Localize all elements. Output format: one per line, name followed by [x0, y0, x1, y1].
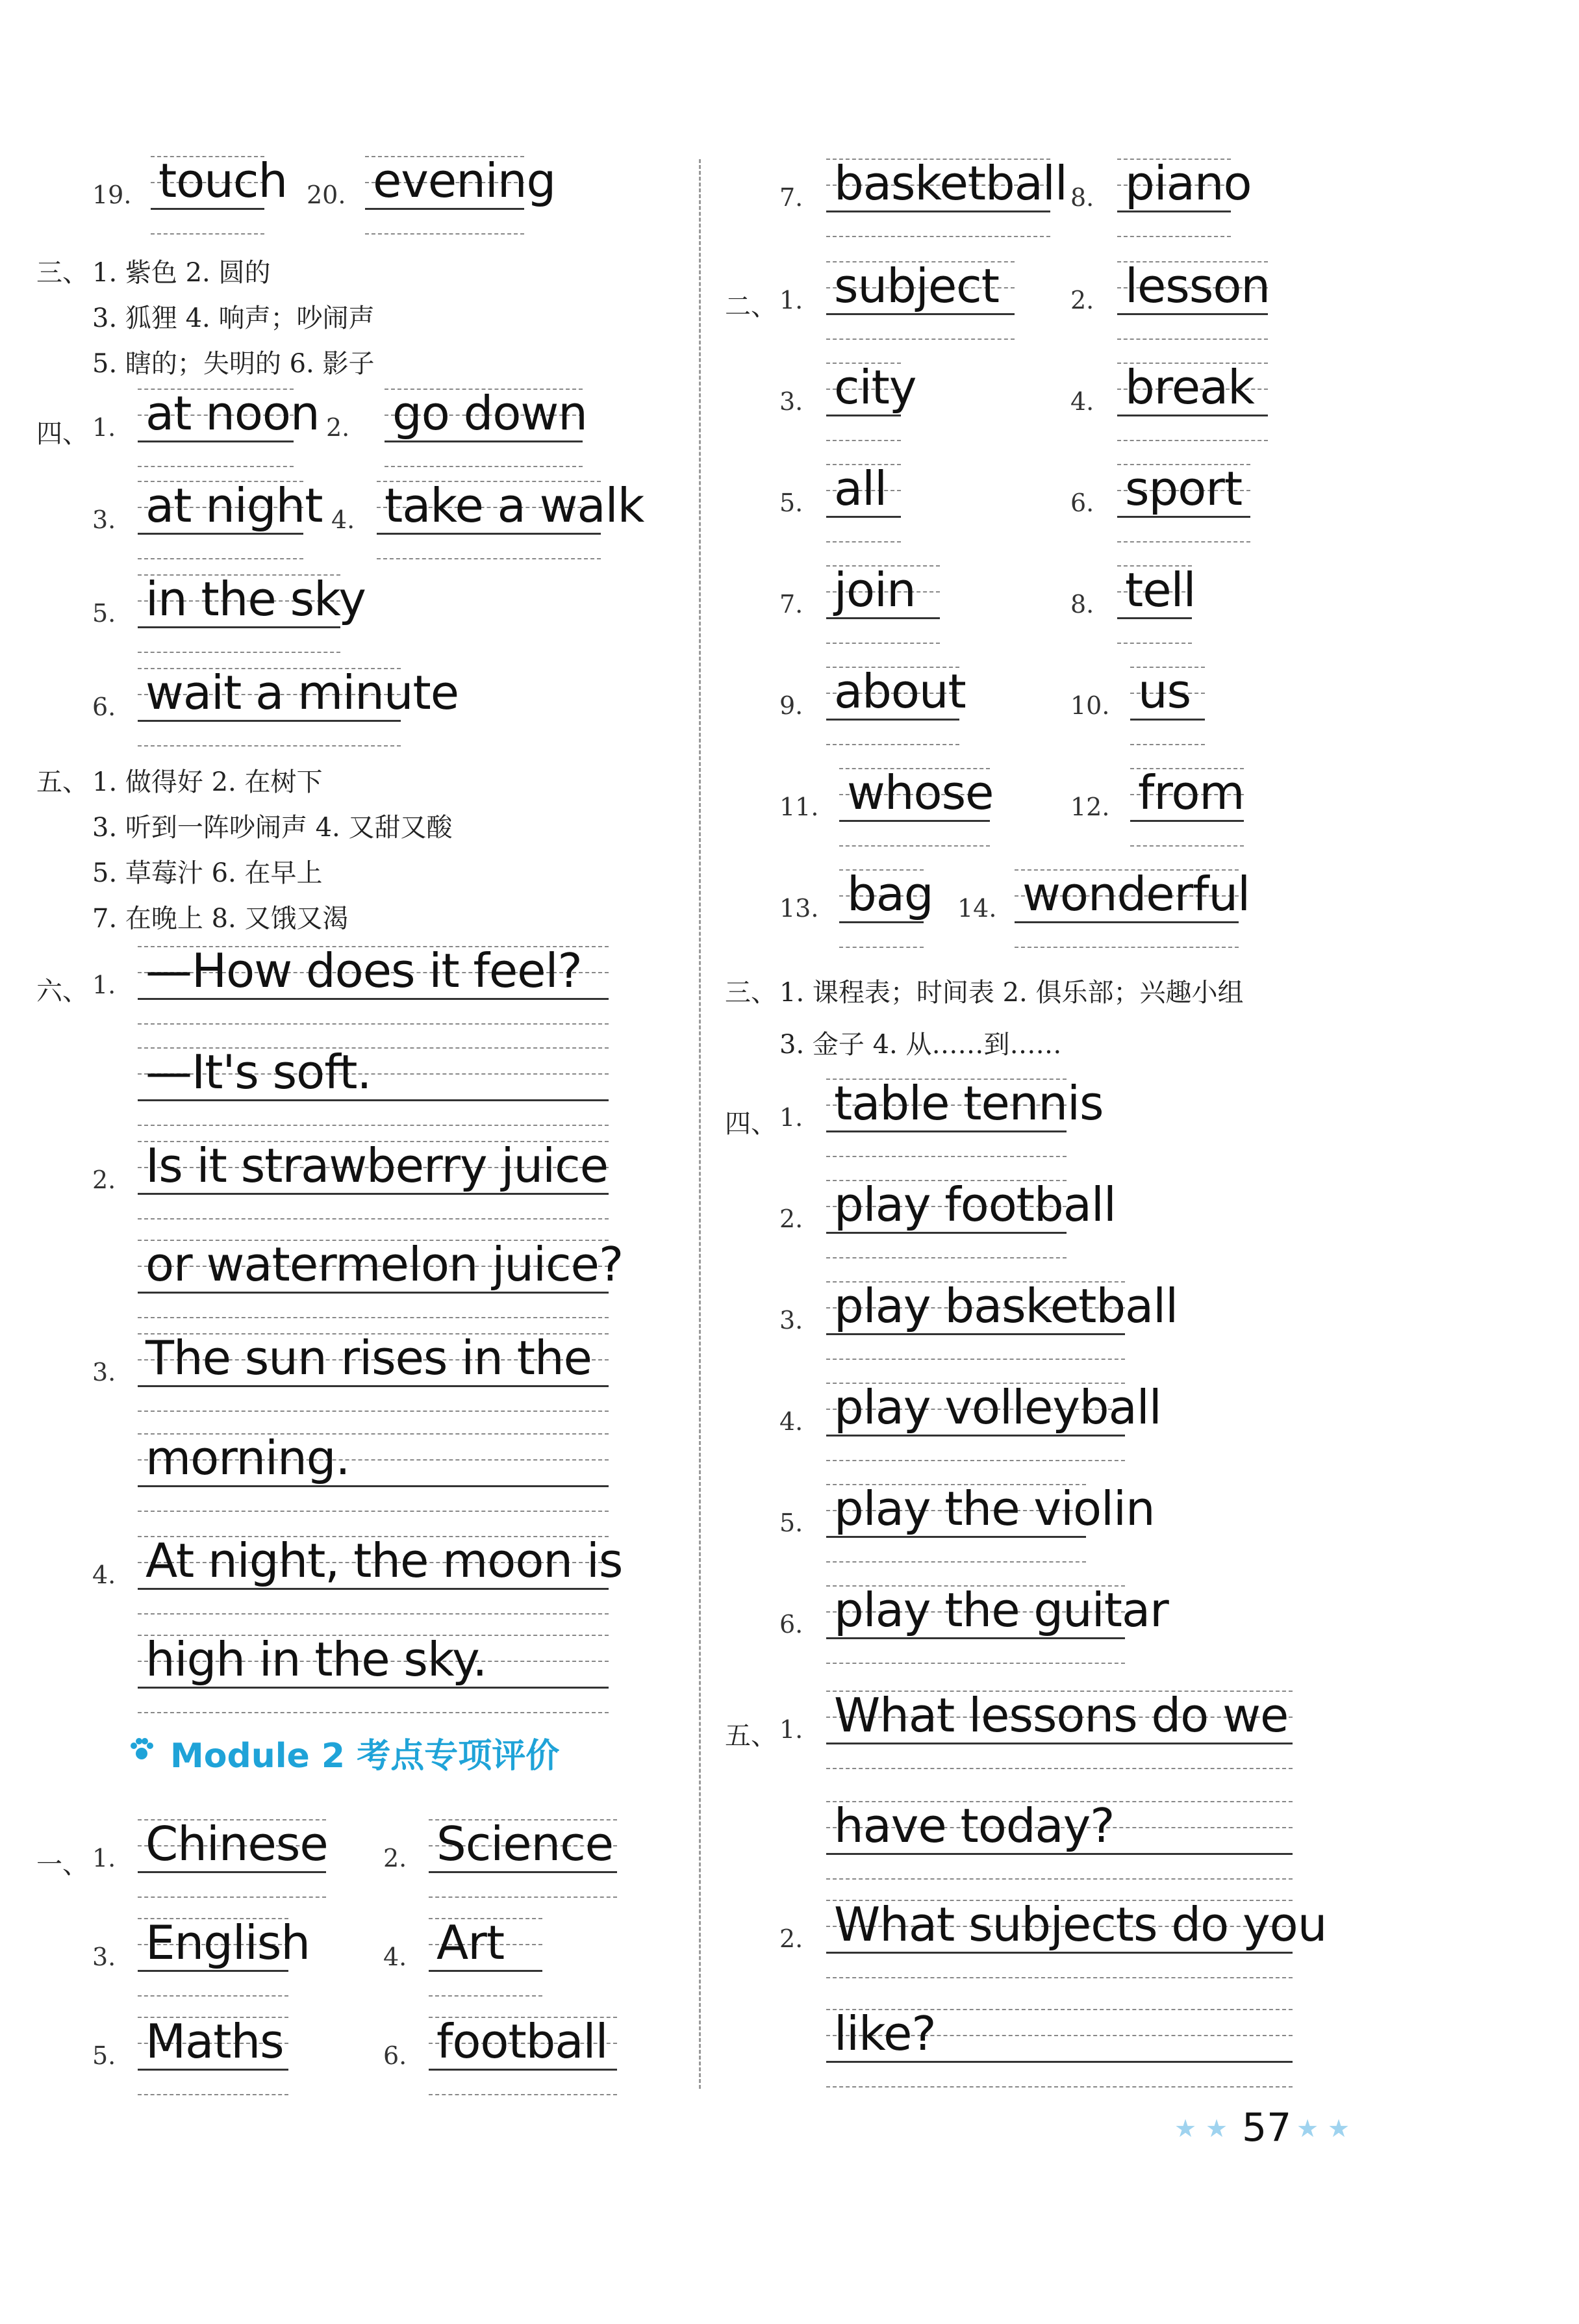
- item-number: 20.: [307, 181, 346, 209]
- item-number: 19.: [92, 181, 132, 209]
- item-number: 5.: [92, 599, 116, 628]
- writing-line: [826, 1688, 1293, 1769]
- writing-line: [839, 867, 933, 947]
- answer-word: subject: [834, 259, 999, 313]
- answer-word: break: [1125, 360, 1254, 415]
- answer-word: bag: [847, 867, 933, 921]
- writing-line: [138, 386, 320, 466]
- writing-line: [429, 2014, 617, 2095]
- item-number: 7.: [779, 590, 803, 619]
- item-number: 1.: [779, 1103, 803, 1132]
- writing-line: [826, 1380, 1161, 1461]
- writing-line: [138, 1819, 326, 1897]
- writing-line: [1117, 360, 1268, 441]
- answer-sentence: —How does it feel?: [145, 943, 582, 998]
- answer-line: 1. 紫色 2. 圆的: [92, 258, 271, 288]
- answer-word: from: [1138, 765, 1244, 820]
- item-number: 8.: [1070, 590, 1094, 619]
- writing-line: [138, 1047, 609, 1125]
- writing-line: [138, 572, 366, 652]
- answer-sentence: The sun rises in the: [145, 1331, 592, 1385]
- page-number: 57: [1242, 2105, 1292, 2151]
- item-number: 4.: [92, 1561, 116, 1589]
- writing-line: [138, 665, 459, 746]
- writing-line: [826, 360, 916, 441]
- section-label: 三、: [725, 978, 777, 1008]
- answer-word: play the guitar: [834, 1583, 1168, 1637]
- answer-word: play football: [834, 1177, 1116, 1232]
- item-number: 1.: [92, 1844, 116, 1872]
- star-icon: ★: [1296, 2114, 1319, 2143]
- writing-line: [365, 153, 556, 234]
- item-number: 11.: [779, 793, 819, 821]
- item-number: 5.: [92, 2041, 116, 2070]
- item-number: 6.: [383, 2041, 407, 2070]
- answer-word: join: [834, 563, 916, 617]
- answer-word: lesson: [1125, 259, 1270, 313]
- answer-line: 7. 在晚上 8. 又饿又渴: [92, 904, 349, 934]
- answer-word: play volleyball: [834, 1380, 1161, 1435]
- item-number: 2.: [383, 1844, 407, 1872]
- item-number: 5.: [779, 489, 803, 517]
- section-label: 四、: [36, 419, 88, 449]
- item-number: 10.: [1070, 691, 1110, 720]
- writing-line: [138, 1915, 310, 1996]
- section-label: 三、: [36, 258, 88, 288]
- item-number: 12.: [1070, 793, 1110, 821]
- section-label: 二、: [725, 292, 777, 322]
- answer-word: play basketball: [834, 1279, 1178, 1333]
- answer-word: go down: [392, 386, 587, 441]
- writing-line: [826, 1481, 1155, 1562]
- writing-line: [138, 1632, 609, 1713]
- writing-line: [826, 1177, 1116, 1258]
- answer-sentence: like?: [834, 2006, 936, 2061]
- writing-line: [826, 2006, 1293, 2087]
- writing-line: [826, 261, 1015, 339]
- writing-line: [1015, 867, 1250, 947]
- answer-word: wait a minute: [145, 665, 459, 720]
- column-divider: [699, 159, 701, 2089]
- writing-line: [429, 1819, 617, 1897]
- item-number: 1.: [779, 286, 803, 314]
- answer-word: all: [834, 461, 887, 516]
- answer-word: tell: [1125, 563, 1196, 617]
- item-number: 1.: [92, 413, 116, 442]
- section-label: 四、: [725, 1109, 777, 1139]
- answer-word: football: [436, 2014, 608, 2069]
- writing-line: [138, 478, 323, 559]
- answer-sentence: morning.: [145, 1431, 350, 1485]
- item-number: 3.: [92, 1943, 116, 1971]
- item-number: 3.: [92, 505, 116, 534]
- answer-word: play the violin: [834, 1481, 1155, 1536]
- answer-line: 1. 课程表；时间表 2. 俱乐部；兴趣小组: [779, 978, 1244, 1008]
- item-number: 4.: [383, 1943, 407, 1971]
- answer-word: city: [834, 360, 916, 415]
- item-number: 6.: [779, 1610, 803, 1639]
- item-number: 6.: [1070, 489, 1094, 517]
- item-number: 5.: [779, 1509, 803, 1537]
- answer-word: in the sky: [145, 572, 366, 626]
- answer-sentence: have today?: [834, 1798, 1115, 1853]
- item-number: 7.: [779, 183, 803, 212]
- answer-word: table tennis: [834, 1076, 1104, 1130]
- writing-line: [1130, 765, 1244, 846]
- answer-word: about: [834, 664, 966, 719]
- item-number: 2.: [1070, 286, 1094, 314]
- writing-line: [826, 461, 901, 542]
- module-title: Module 2 考点专项评价: [170, 1737, 560, 1776]
- answer-word: wonderful: [1022, 867, 1250, 921]
- item-number: 2.: [779, 1924, 803, 1953]
- answer-sentence: At night, the moon is: [145, 1533, 623, 1588]
- item-number: 3.: [779, 387, 803, 416]
- writing-line: [839, 765, 994, 846]
- writing-line: [826, 565, 940, 643]
- answer-line: 5. 瞎的；失明的 6. 影子: [92, 349, 375, 379]
- answer-word: Maths: [145, 2014, 284, 2069]
- writing-line: [385, 386, 587, 466]
- writing-line: [1117, 261, 1268, 339]
- writing-line: [826, 1897, 1327, 1978]
- answer-word: evening: [373, 153, 556, 208]
- answer-sentence: What lessons do we: [834, 1688, 1289, 1743]
- writing-line: [826, 1076, 1104, 1156]
- item-number: 2.: [779, 1205, 803, 1233]
- answer-line: 3. 金子 4. 从……到……: [779, 1030, 1062, 1060]
- item-number: 2.: [326, 413, 350, 442]
- answer-word: whose: [847, 765, 994, 820]
- writing-line: [826, 1583, 1168, 1663]
- answer-word: touch: [158, 153, 288, 208]
- star-icon: ★: [1206, 2114, 1228, 2143]
- writing-line: [138, 1138, 609, 1219]
- answer-word: at night: [145, 478, 323, 533]
- answer-word: English: [145, 1915, 310, 1970]
- answer-sentence: high in the sky.: [145, 1632, 487, 1687]
- item-number: 1.: [779, 1715, 803, 1744]
- writing-line: [1117, 461, 1250, 542]
- writing-line: [138, 1433, 609, 1511]
- writing-line: [429, 1915, 542, 1996]
- writing-line: [826, 1798, 1293, 1879]
- answer-word: at noon: [145, 386, 320, 441]
- answer-word: piano: [1125, 156, 1252, 211]
- answer-sentence: What subjects do you: [834, 1897, 1327, 1952]
- writing-line: [826, 156, 1067, 236]
- answer-line: 5. 草莓汁 6. 在早上: [92, 858, 323, 888]
- answer-sentence: —It's soft.: [145, 1045, 372, 1099]
- section-label: 一、: [36, 1850, 88, 1880]
- item-number: 1.: [92, 971, 116, 999]
- item-number: 6.: [92, 693, 116, 721]
- item-number: 3.: [779, 1306, 803, 1334]
- answer-word: us: [1138, 664, 1191, 719]
- answer-sentence: or watermelon juice?: [145, 1237, 624, 1292]
- answer-word: basketball: [834, 156, 1067, 211]
- writing-line: [138, 1333, 609, 1411]
- writing-line: [138, 943, 609, 1024]
- star-icon: ★: [1328, 2114, 1350, 2143]
- answer-line: 1. 做得好 2. 在树下: [92, 767, 323, 797]
- item-number: 4.: [779, 1407, 803, 1436]
- answer-word: Chinese: [145, 1817, 328, 1871]
- item-number: 2.: [92, 1166, 116, 1194]
- item-number: 3.: [92, 1358, 116, 1386]
- answer-word: take a walk: [385, 478, 644, 533]
- item-number: 14.: [957, 894, 997, 923]
- item-number: 4.: [331, 505, 355, 534]
- item-number: 13.: [779, 894, 819, 923]
- answer-sentence: Is it strawberry juice: [145, 1138, 609, 1193]
- item-number: 4.: [1070, 387, 1094, 416]
- answer-line: 3. 听到一阵吵闹声 4. 又甜又酸: [92, 813, 453, 843]
- writing-line: [826, 664, 966, 745]
- item-number: 9.: [779, 691, 803, 720]
- writing-line: [138, 2014, 288, 2095]
- star-icon: ★: [1174, 2114, 1197, 2143]
- paw-icon: [129, 1736, 155, 1762]
- section-label: 五、: [36, 767, 88, 797]
- answer-line: 3. 狐狸 4. 响声；吵闹声: [92, 303, 375, 333]
- answer-word: sport: [1125, 461, 1243, 516]
- answer-word: Science: [436, 1817, 614, 1871]
- writing-line: [151, 153, 288, 234]
- writing-line: [1117, 563, 1196, 643]
- writing-line: [377, 478, 644, 559]
- writing-line: [138, 1237, 624, 1318]
- writing-line: [1130, 664, 1205, 745]
- writing-line: [1117, 156, 1252, 236]
- writing-line: [138, 1533, 623, 1614]
- section-label: 五、: [725, 1721, 777, 1751]
- answer-word: Art: [436, 1915, 505, 1970]
- section-label: 六、: [36, 977, 88, 1006]
- item-number: 8.: [1070, 183, 1094, 212]
- writing-line: [826, 1279, 1178, 1359]
